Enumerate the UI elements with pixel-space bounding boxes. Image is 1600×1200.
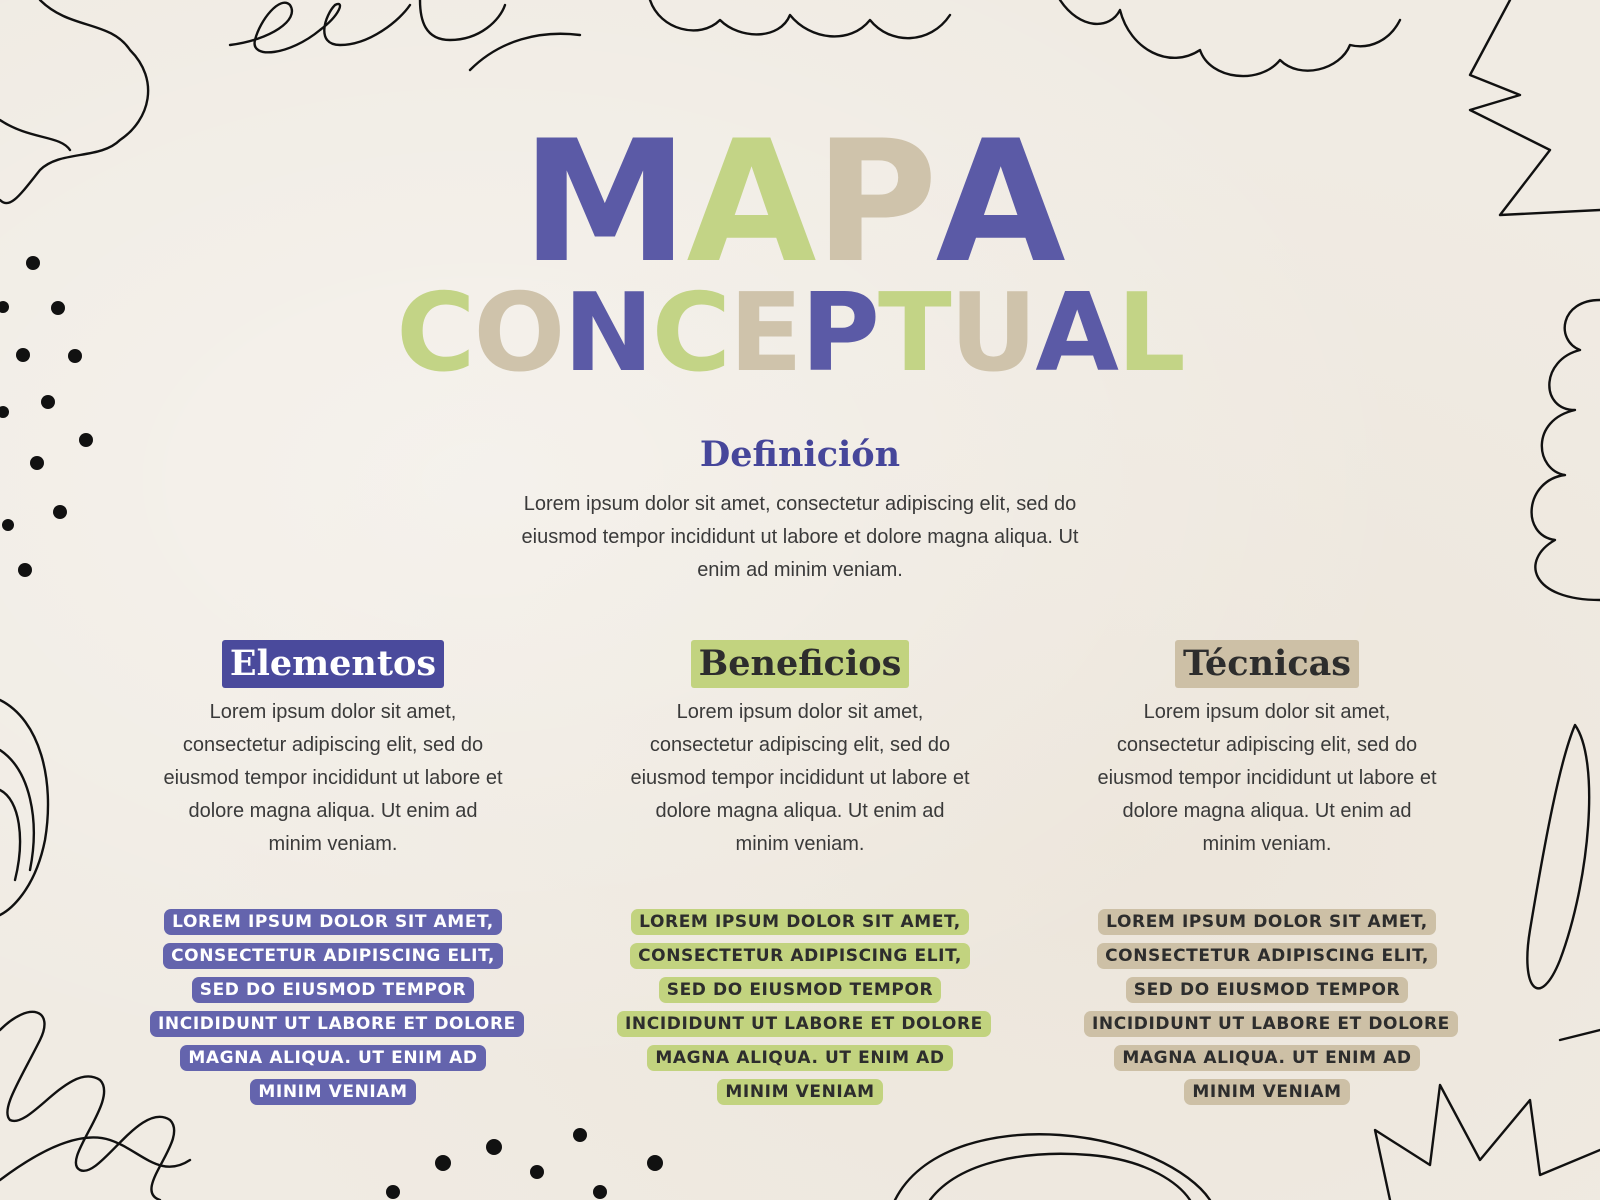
column-heading: Beneficios <box>691 640 910 688</box>
column-heading: Técnicas <box>1175 640 1359 688</box>
title-line-mapa <box>0 104 1600 300</box>
title-letter: U <box>949 271 1036 396</box>
title-letter: L <box>1116 271 1184 396</box>
title-letter: P <box>814 104 936 300</box>
definition-heading: Definición <box>699 434 901 475</box>
callout-text: LOREM IPSUM DOLOR SIT AMET, CONSECTETUR ADIPISCING ELIT, SED DO EIUSMOD TEMPOR INCIDIDUNT UT LABORE ET DOLORE MAGNA ALIQUA. UT ENIM AD MINIM VENIAM <box>1084 909 1458 1105</box>
title-letter: P <box>800 271 878 396</box>
title-letter: O <box>473 271 564 396</box>
column-text: Lorem ipsum dolor sit amet, consectetur adipiscing elit, sed do eiusmod tempor incididunt ut labore et dolore magna aliqua. Ut enim ad minim veniam. <box>1097 701 1437 855</box>
title-letter: E <box>729 271 801 396</box>
title <box>0 104 1600 396</box>
title-letter: A <box>935 104 1064 300</box>
title-letter: A <box>1035 271 1117 396</box>
column-text: Lorem ipsum dolor sit amet, consectetur adipiscing elit, sed do eiusmod tempor incididunt ut labore et dolore magna aliqua. Ut enim ad minim veniam. <box>163 701 503 855</box>
loop-scribble-top <box>230 0 580 70</box>
cloud-doodle-top-right <box>1060 0 1400 76</box>
callout-text: LOREM IPSUM DOLOR SIT AMET, CONSECTETUR ADIPISCING ELIT, SED DO EIUSMOD TEMPOR INCIDIDUNT UT LABORE ET DOLORE MAGNA ALIQUA. UT ENIM AD MINIM VENIAM <box>150 909 524 1105</box>
title-letter: C <box>396 271 474 396</box>
definition-text: Lorem ipsum dolor sit amet, consectetur adipiscing elit, sed do eiusmod tempor incididunt ut labore et dolore magna aliqua. Ut enim ad minim veniam. <box>521 493 1079 581</box>
callout-tecnicas <box>1084 905 1450 1109</box>
title-letter: M <box>521 104 687 300</box>
title-letter: C <box>651 271 729 396</box>
title-letter: N <box>563 271 652 396</box>
column-heading: Elementos <box>222 640 444 688</box>
callout-beneficios <box>617 905 983 1109</box>
ellipse-scribble-right <box>1527 725 1589 988</box>
callout-elementos <box>150 905 516 1109</box>
title-letter: T <box>877 271 950 396</box>
swirl-scribble-left <box>0 700 48 915</box>
title-letter: A <box>686 104 815 300</box>
column-beneficios <box>600 640 1000 861</box>
cloud-doodle-top-center <box>650 0 950 38</box>
callout-text: LOREM IPSUM DOLOR SIT AMET, CONSECTETUR ADIPISCING ELIT, SED DO EIUSMOD TEMPOR INCIDIDUNT UT LABORE ET DOLORE MAGNA ALIQUA. UT ENIM AD MINIM VENIAM <box>617 909 991 1105</box>
column-elementos <box>133 640 533 861</box>
column-tecnicas <box>1067 640 1467 861</box>
column-text: Lorem ipsum dolor sit amet, consectetur adipiscing elit, sed do eiusmod tempor incididunt ut labore et dolore magna aliqua. Ut enim ad minim veniam. <box>630 701 970 855</box>
dots-doodle-bottom <box>386 1128 663 1199</box>
arc-scribble-bottom <box>895 1134 1210 1200</box>
